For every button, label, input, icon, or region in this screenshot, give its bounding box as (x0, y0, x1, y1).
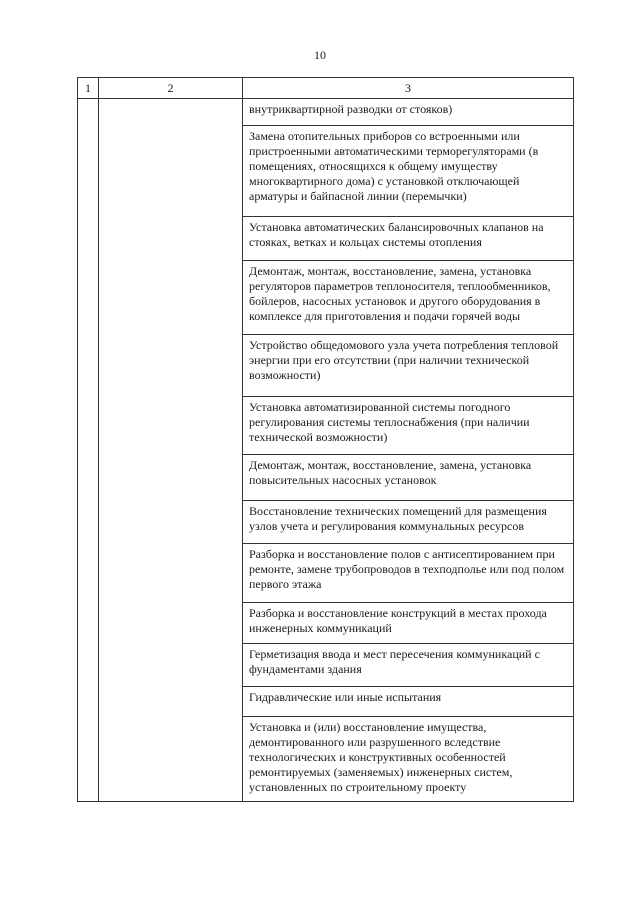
header-col-1: 1 (78, 78, 99, 99)
work-item-text: внутриквартирной разводки от стояков) (249, 102, 453, 116)
table-header-row (78, 78, 574, 99)
work-item-text: Демонтаж, монтаж, восстановление, замена, установка регуляторов параметров теплоносителя, теплообменников, бойлеров, насосных установок и другого оборудования в комплексе для приготовления и подачи горячей воды (249, 264, 551, 323)
header-col-3: 3 (243, 78, 574, 99)
work-item-text: Установка автоматизированной системы погодного регулирования системы теплоснабжения (при наличии технической возможности) (249, 400, 530, 444)
work-item-cell (243, 603, 574, 644)
work-item-text: Разборка и восстановление полов с антисептированием при ремонте, замене трубопроводов в техподполье или под полом первого этажа (249, 547, 565, 591)
work-item-cell (243, 455, 574, 501)
col-1-cell (78, 99, 99, 802)
work-item-text: Разборка и восстановление конструкций в местах прохода инженерных коммуникаций (249, 606, 547, 635)
work-item-text: Установка автоматических балансировочных клапанов на стояках, ветках и кольцах системы отопления (249, 220, 544, 249)
work-item-text: Демонтаж, монтаж, восстановление, замена, установка повысительных насосных установок (249, 458, 532, 487)
work-item-cell (243, 397, 574, 455)
table-row (78, 99, 574, 126)
work-item-cell (243, 99, 574, 126)
work-item-cell (243, 687, 574, 717)
work-item-text: Восстановление технических помещений для размещения узлов учета и регулирования коммунальных ресурсов (249, 504, 547, 533)
work-item-text: Устройство общедомового узла учета потребления тепловой энергии при его отсутствии (при наличии технической возможности) (249, 338, 559, 382)
work-item-cell (243, 644, 574, 687)
works-table (77, 77, 574, 802)
work-item-cell (243, 501, 574, 544)
work-item-cell (243, 335, 574, 397)
work-item-text: Герметизация ввода и мест пересечения коммуникаций с фундаментами здания (249, 647, 540, 676)
work-item-text: Замена отопительных приборов со встроенными или пристроенными автоматическими терморегуляторами (в помещениях, относящихся к общему имуществу многоквартирного дома) с установкой отключающей арматуры и байпасной линии (перемычки) (249, 129, 539, 203)
col-2-cell (99, 99, 243, 802)
page-number: 10 (314, 48, 326, 62)
header-col-2: 2 (99, 78, 243, 99)
work-item-cell (243, 544, 574, 603)
work-item-cell (243, 717, 574, 802)
work-item-text: Гидравлические или иные испытания (249, 690, 442, 704)
work-item-cell (243, 126, 574, 217)
work-item-cell (243, 217, 574, 261)
work-item-text: Установка и (или) восстановление имущества, демонтированного или разрушенного вследствие технологических и конструктивных особенностей ремонтируемых (заменяемых) инженерных систем, установленных по строительному проекту (249, 720, 513, 794)
work-item-cell (243, 261, 574, 335)
